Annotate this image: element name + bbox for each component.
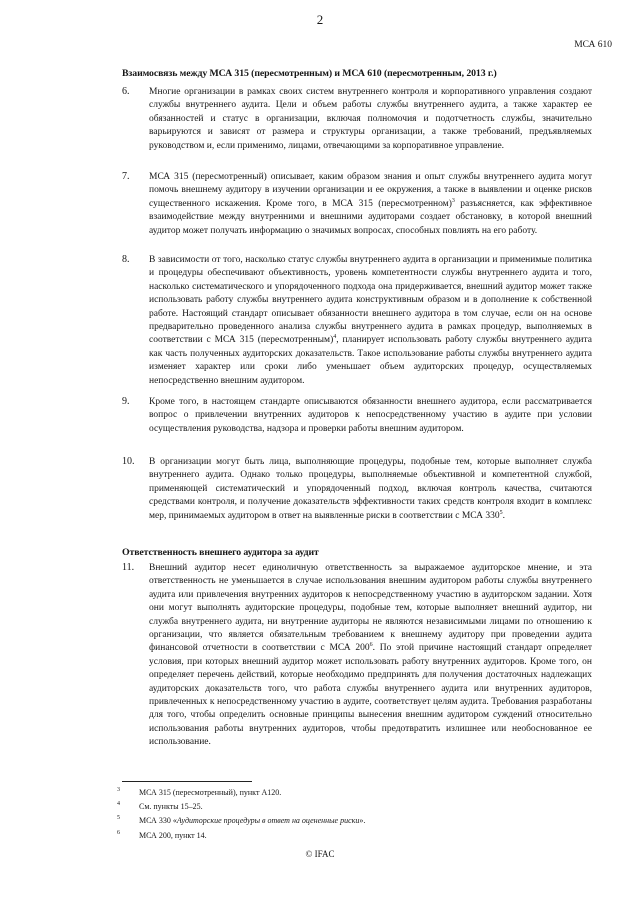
paragraph-text	[149, 171, 592, 238]
footnote	[117, 786, 587, 800]
footnote	[117, 814, 587, 828]
footnote-mark: 6	[117, 829, 120, 836]
footnotes	[117, 786, 587, 843]
paragraph-number: 10.	[122, 456, 135, 467]
footnote-text: См. пункты 15–25.	[139, 802, 203, 812]
footnote-mark: 3	[117, 787, 120, 793]
footnote-ref: 3	[451, 197, 455, 204]
footnote	[117, 829, 587, 843]
paragraph-7	[122, 171, 592, 238]
paragraph-text-part: МСА 315 (пересмотренный) описывает, каким образом знания и опыт службы внутреннего аудита могут помочь внешнему аудитору в изучении организации и ее окружения, а также в выявлении и оценке рисков существенного искажения. Кроме того, в МСА 315 (пересмотренном)	[149, 172, 592, 209]
section-heading: Ответственность внешнего аудитора за аудит	[122, 547, 319, 558]
paragraph-text	[149, 456, 592, 523]
paragraph-number: 9.	[122, 396, 130, 407]
paragraph-text-part: разъясняется, как эффективное взаимодействие между внутренними и внешними аудиторами создает обстановку, в которой внешний аудитор может получать информацию о значимых вопросах, способных повлиять на его работу.	[149, 198, 592, 236]
footnote-divider	[122, 781, 252, 782]
footnote	[117, 800, 587, 814]
paragraph-text: Многие организации в рамках своих систем внутреннего контроля и корпоративного управления создают службы внутреннего аудита. Цели и объем работы службы внутреннего аудита, а также характер ее обязанностей и статус в организации, включая полномочия и подотчетность службы, значительно варьируются и зависят от размера и структуры организации, а также требований, предъявляемых руководством и, если применимо, лицами, отвечающими за корпоративное управление.	[149, 87, 592, 151]
paragraph-number: 6.	[122, 86, 130, 97]
footnote-ref: 6	[369, 642, 373, 649]
paragraph-10	[122, 456, 592, 523]
paragraph-6	[122, 86, 592, 153]
paragraph-text-part: В организации могут быть лица, выполняющие процедуры, подобные тем, которые выполняет служба внутреннего аудита. Однако только процедуры, выполняемые объективной и компетентной службой, применяющей систематический и упорядоченный подход, включая контроль качества, считаются средствами контроля, и получение доказательств эффективности таких средств контроля входит в комплекс мер, принимаемых аудитором в ответ на выявленные риски в соответствии с МСА 330	[149, 457, 592, 521]
paragraph-text-part: В зависимости от того, насколько статус службы внутреннего аудита в организации и применимые политика и процедуры обеспечивают объективность, уровень компетентности службы внутреннего аудита и того, насколько систематического и упорядоченного подхода она придерживается, внешний аудитор может также использовать работу службы внутреннего аудита конструктивным образом и в дополнение к собственной работе. Настоящий стандарт описывает обязанности внешнего аудитора в том случае, если он на основе предварительно проведенного анализа службы внутреннего аудита в рамках процедур, выполняемых в соответствии с МСА 315 (пересмотренным)	[149, 255, 592, 346]
copyright-footer: © IFAC	[305, 849, 335, 859]
paragraph-text: Кроме того, в настоящем стандарте описываются обязанности внешнего аудитора, если рассматривается вопрос о привлечении внутренних аудиторов к непосредственному участию в аудите при условии осуществления руководства, надзора и проверки работы внешним аудитором.	[149, 397, 592, 434]
paragraph-text-part: Внешний аудитор несет единоличную ответственность за выражаемое аудиторское мнение, и эта ответственность не уменьшается в случае использования внешним аудитором работы службы внутреннего аудита или привлечения внутренних аудиторов к непосредственному участию в аудиторском задании. Хотя они могут выполнять аудиторские процедуры, подобные тем, которые выполняет внешний аудитор, ни служба внутреннего аудита, ни внутренние аудиторы не являются независимыми лицами по отношению к организации, что является обязательным требованием к внешнему аудитору при проведении аудита финансовой отчетности в соответствии с МСА 200	[149, 563, 592, 654]
standard-code: МСА 610	[574, 40, 612, 50]
paragraph-text-part: .	[502, 510, 505, 521]
paragraph-9	[122, 396, 592, 436]
footnote-mark: 4	[117, 801, 120, 808]
paragraph-text-part: . По этой причине настоящий стандарт определяет условия, при которых внешний аудитор может использовать работу внутренних аудиторов. Кроме того, он определяет перечень действий, которые необходимо предпринять для получения достаточных надлежащих аудиторских доказательств того, что работа службы внутреннего аудита или внутренних аудиторов, привлеченных к непосредственному участию в аудите, соответствует целям аудита. Требования разработаны для того, чтобы определить основные принципы вынесения внешним аудитором суждений относительно использования работы внутренних аудиторов, чтобы предотвратить излишнее или необоснованное ее использование.	[149, 643, 592, 748]
paragraph-number: 8.	[122, 254, 130, 265]
paragraph-number: 7.	[122, 171, 130, 182]
page-number: 2	[316, 12, 324, 27]
section-heading: Взаимосвязь между МСА 315 (пересмотренным) и МСА 610 (пересмотренным, 2013 г.)	[122, 68, 497, 79]
footnote-text-part: ».	[359, 816, 366, 826]
paragraph-11	[122, 562, 592, 750]
paragraph-text	[149, 254, 592, 388]
footnote-text	[139, 814, 587, 828]
footnote-text: МСА 315 (пересмотренный), пункт А120.	[139, 788, 282, 797]
footnote-text-italic: Аудиторские процедуры в ответ на оцененные риски	[176, 816, 360, 826]
paragraph-8	[122, 254, 592, 388]
footnote-text: МСА 200, пункт 14.	[139, 830, 207, 840]
footnote-ref: 4	[333, 334, 337, 341]
footnote-text-part: МСА 330 «	[139, 816, 177, 826]
paragraph-text	[149, 562, 592, 750]
footnote-mark: 5	[117, 815, 120, 822]
footnote-ref: 5	[499, 509, 503, 516]
paragraph-text-part: , планирует использовать работу службы внутреннего аудита как часть полученных аудиторских доказательств. Такое использование работы службы внутреннего аудита изменяет характер или сроки либо уменьшает объем аудиторских процедур, осуществляемых непосредственно внешним аудитором.	[149, 335, 593, 386]
paragraph-number: 11.	[122, 562, 135, 573]
